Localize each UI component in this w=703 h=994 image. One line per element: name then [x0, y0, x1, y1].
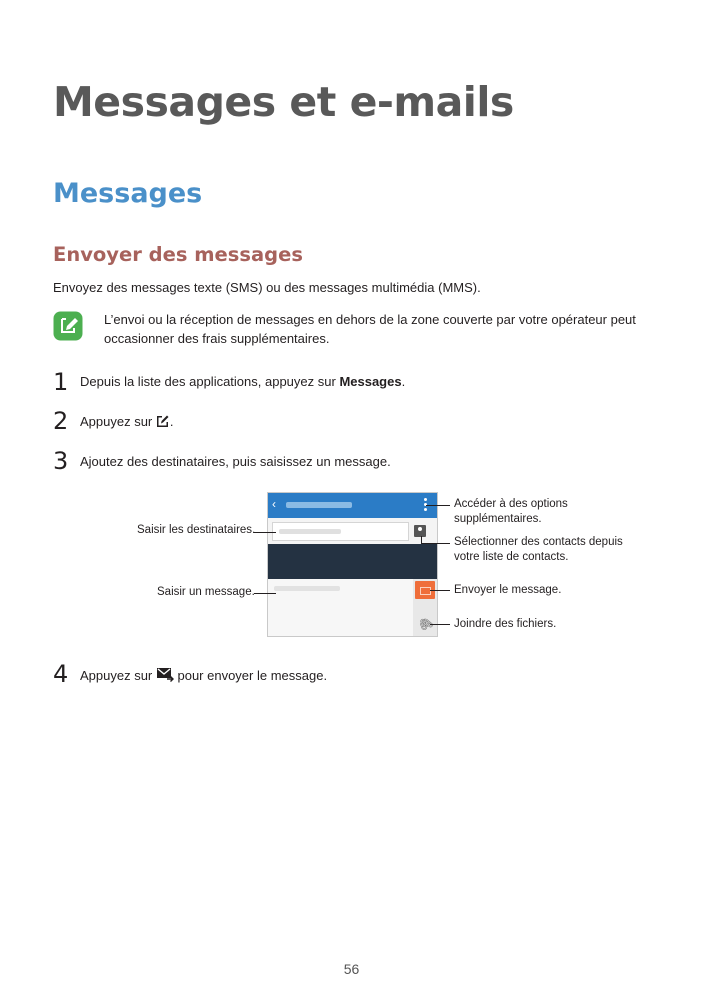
- step-text: Depuis la liste des applications, appuyez sur Messages.: [80, 374, 406, 389]
- note-line-2: occasionner des frais supplémentaires.: [104, 331, 330, 346]
- section-title: Messages: [53, 178, 203, 209]
- contacts-icon: [414, 525, 426, 537]
- attach-icon: 🖇: [415, 613, 436, 635]
- step-number: 1: [53, 368, 69, 396]
- step-text: Appuyez sur .: [80, 414, 174, 429]
- step-text: Appuyez sur pour envoyer le message.: [80, 668, 328, 683]
- chapter-title: Messages et e-mails: [53, 78, 514, 126]
- subsection-title: Envoyer des messages: [53, 243, 303, 266]
- leader-line: [426, 505, 450, 506]
- leader-line: [254, 593, 276, 594]
- page-number: 56: [343, 961, 360, 977]
- note-line-1: L’envoi ou la réception de messages en dehors de la zone couverte par votre opérateur peut: [104, 312, 636, 327]
- leader-line: [430, 624, 450, 625]
- step-number: 3: [53, 447, 69, 475]
- intro-paragraph: Envoyez des messages texte (SMS) ou des messages multimédia (MMS).: [53, 280, 481, 295]
- note-pencil-icon: [53, 311, 83, 341]
- app-bar: [268, 493, 437, 518]
- callout-options: Accéder à des options supplémentaires.: [454, 498, 568, 525]
- phone-screenshot: [267, 492, 438, 637]
- recipient-field: [272, 522, 409, 541]
- send-message-icon: [156, 667, 174, 682]
- callout-recipients: Saisir les destinataires.: [137, 524, 256, 536]
- callout-contacts: Sélectionner des contacts depuis votre liste de contacts.: [454, 536, 623, 563]
- leader-line: [421, 543, 450, 544]
- leader-line: [430, 590, 450, 591]
- back-arrow-icon: ‹: [272, 497, 276, 511]
- callout-send: Envoyer le message.: [454, 584, 562, 596]
- step-text: Ajoutez des destinataires, puis saisissez un message.: [80, 454, 391, 469]
- note-text: [104, 310, 664, 348]
- conversation-area: [268, 544, 437, 579]
- message-field: [268, 579, 437, 636]
- callout-attach: Joindre des fichiers.: [454, 618, 557, 630]
- step-number: 2: [53, 407, 69, 435]
- step-number: 4: [53, 660, 69, 688]
- app-bar-title: [286, 502, 352, 508]
- leader-line: [254, 532, 276, 533]
- leader-line: [421, 536, 422, 543]
- callout-message: Saisir un message.: [157, 586, 255, 598]
- app-name: Messages: [339, 374, 402, 389]
- compose-icon: [156, 414, 170, 428]
